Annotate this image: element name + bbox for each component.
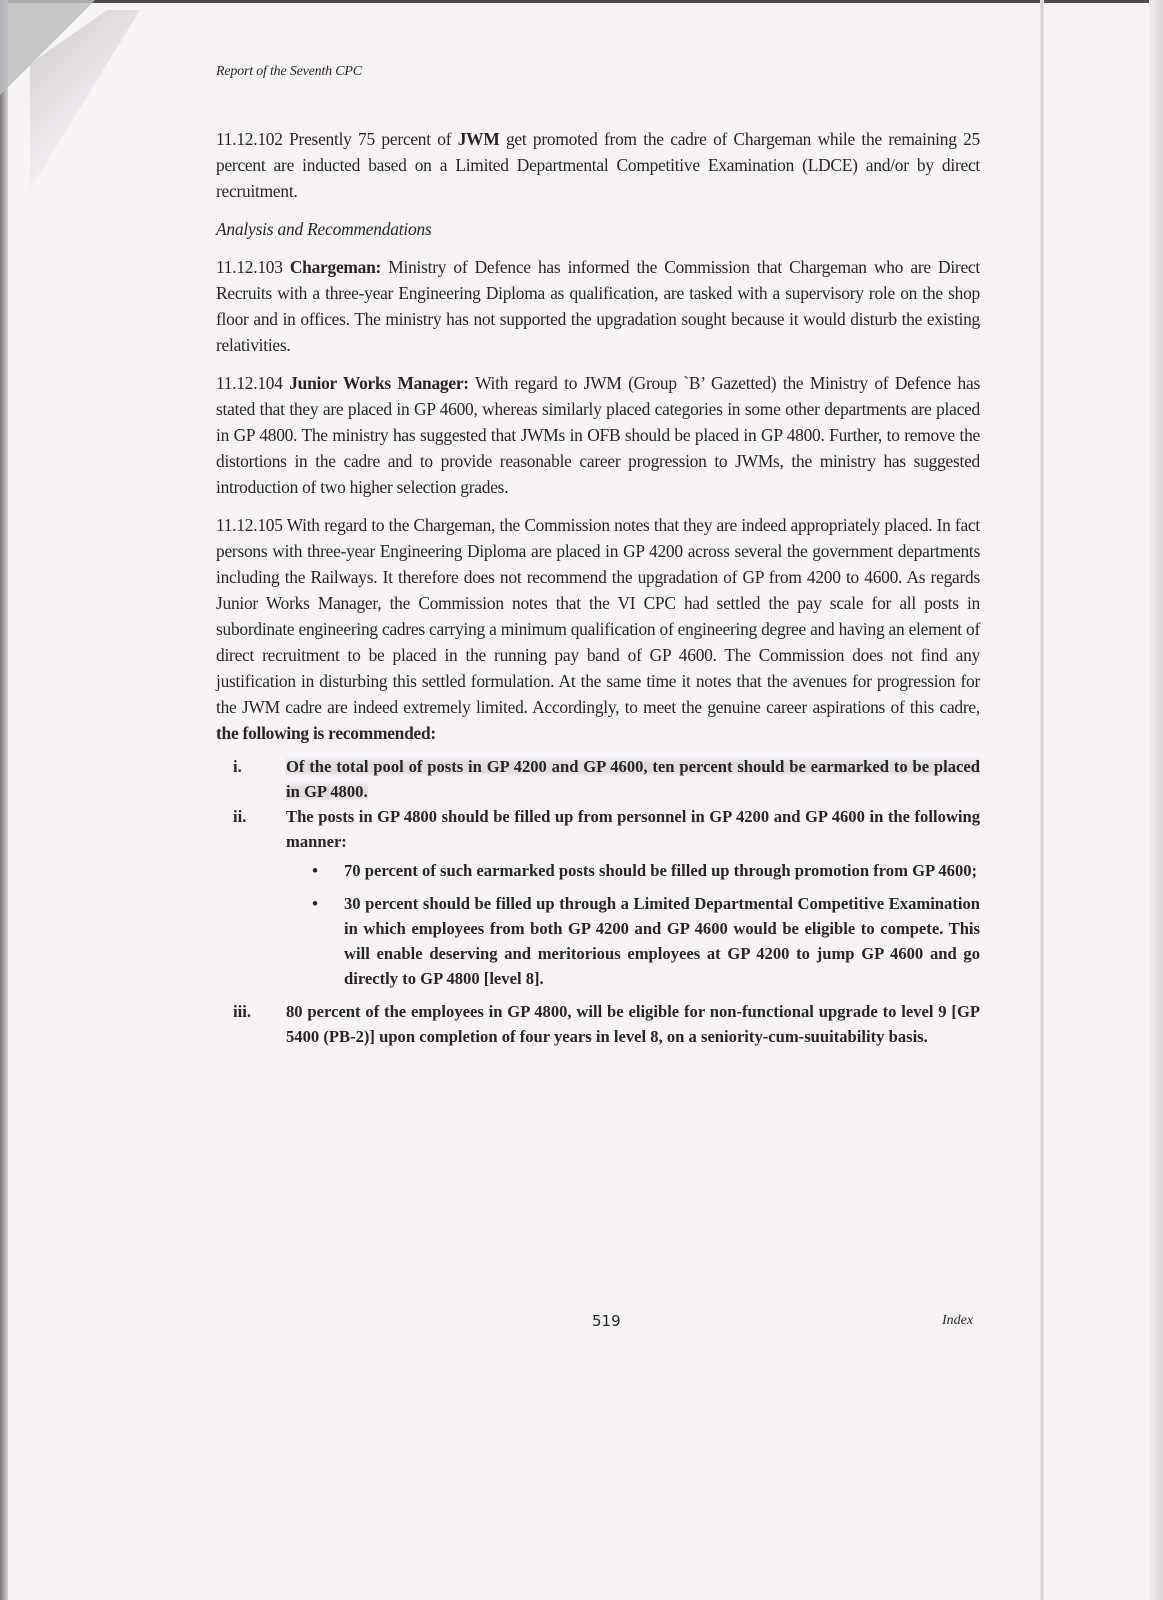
scan-top-edge [0, 0, 1163, 3]
running-header: Report of the Seventh CPC [216, 64, 362, 79]
document-body [216, 126, 980, 1049]
scan-left-edge [0, 0, 8, 1600]
page-number: 519 [592, 1312, 621, 1330]
term-junior-works-manager: Junior Works Manager: [289, 373, 469, 393]
paragraph-text: 11.12.102 Presently 75 percent of [216, 129, 458, 149]
paragraph-text: With regard to JWM (Group `B’ Gazetted) the Ministry of Defence has stated that they are placed in GP 4600, whereas similarly placed categories in some other departments are placed in GP 4800. The ministry has suggested that JWMs in OFB should be placed in GP 4800. Further, to remove the distortions in the cadre and to provide reasonable career progression to JWMs, the ministry has suggested introduction of two higher selection grades. [216, 373, 980, 497]
recommendation-item [216, 754, 980, 804]
paragraph-number: 11.12.104 [216, 373, 283, 393]
recommendation-text-line: The posts in GP 4800 should be filled up from personnel in GP 4200 and GP 4600 in the following manner: [286, 807, 980, 851]
recommendation-numeral: iii. [233, 1002, 251, 1021]
paragraph-11-12-103 [216, 254, 980, 358]
paragraph-number: 11.12.103 [216, 257, 283, 277]
highlighted-text: Of the total pool of posts in GP 4200 and GP 4600, ten percent should be earmarked to be placed in GP 4800. [286, 757, 980, 801]
sub-bullet-list [286, 858, 980, 991]
sub-bullet-item [286, 891, 980, 991]
recommendation-item [216, 999, 980, 1049]
paragraph-text: Ministry of Defence has informed the Commission that Chargeman who are Direct Recruits with a three-year Engineering Diploma as qualification, are tasked with a supervisory role on the shop floor and in offices. The ministry has not supported the upgradation sought because it would disturb the existing relativities. [216, 257, 980, 355]
recommendation-numeral: ii. [233, 807, 247, 826]
scan-right-edge [1149, 0, 1163, 1600]
recommendation-item [216, 804, 980, 999]
paragraph-text: 11.12.105 With regard to the Chargeman, the Commission notes that they are indeed appropriately placed. In fact persons with three-year Engineering Diploma are placed in GP 4200 across several the government departments including the Railways. It therefore does not recommend the upgradation of GP from 4200 to 4600. As regards Junior Works Manager, the Commission notes that the VI CPC had settled the pay scale for all posts in subordinate engineering cadres carrying a minimum qualification of engineering degree and having an element of direct recruitment to be placed in the running pay band of GP 4600. The Commission does not find any justification in disturbing this settled formulation. At the same time it notes that the avenues for progression for the JWM cadre are indeed extremely limited. Accordingly, to meet the genuine career aspirations of this cadre, [216, 515, 980, 717]
paper-fold-line [1040, 0, 1044, 1600]
recommendation-lead-in: the following is recommended: [216, 723, 436, 743]
bullet-icon: • [312, 894, 318, 913]
recommendation-text [286, 804, 980, 999]
section-heading: Analysis and Recommendations [216, 219, 432, 239]
sub-bullet-item [286, 858, 980, 883]
recommendation-text [286, 754, 980, 804]
bullet-icon: • [312, 861, 318, 880]
paragraph-11-12-105 [216, 512, 980, 746]
recommendation-text: 80 percent of the employees in GP 4800, will be eligible for non-functional upgrade to level 9 [GP 5400 (PB-2)] upon completion of four years in level 8, on a seniority-cum-suuitability basis. [286, 1002, 980, 1046]
term-chargeman: Chargeman: [289, 257, 382, 277]
paragraph-11-12-104 [216, 370, 980, 500]
paragraph-11-12-102 [216, 126, 980, 204]
paragraph-text: get promoted from the cadre of Chargeman while the remaining 25 percent are inducted based on a Limited Departmental Competitive Examination (LDCE) and/or by direct recruitment. [216, 129, 980, 201]
index-link[interactable]: Index [942, 1313, 974, 1328]
term-jwm: JWM [457, 129, 500, 149]
bullet-text: 30 percent should be filled up through a Limited Departmental Competitive Examination in which employees from both GP 4200 and GP 4600 would be eligible to compete. This will enable deserving and meritorious employees at GP 4200 to jump GP 4600 and go directly to GP 4800 [level 8]. [344, 894, 980, 988]
bullet-text: 70 percent of such earmarked posts should be filled up through promotion from GP 4600; [344, 861, 978, 880]
recommendation-list [216, 754, 980, 1049]
recommendation-numeral: i. [233, 757, 242, 776]
